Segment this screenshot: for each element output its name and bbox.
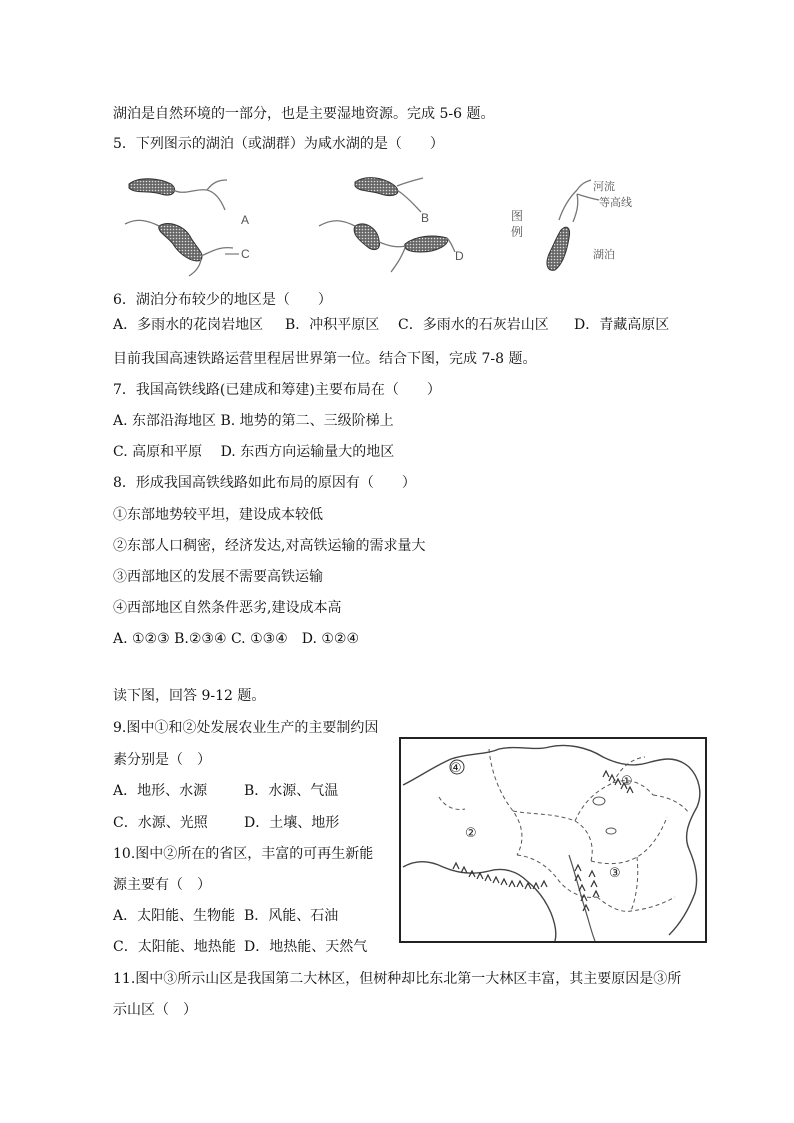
q8-options: A. ①②③ B.②③④ C. ①③④ D. ①②④	[113, 631, 359, 647]
question-6: 6．湖泊分布较少的地区是（ ）	[113, 292, 332, 308]
q6-option-c: C．多雨水的石灰岩山区	[398, 317, 549, 333]
legend-contour-line	[573, 194, 599, 222]
question-11-line-1: 11.图中③所示山区是我国第二大林区，但树种却比东北第一大林区丰富，其主要原因是③所	[113, 971, 682, 987]
statement-3: ③西部地区的发展不需要高铁运输	[113, 569, 323, 585]
lake-figure	[115, 168, 675, 278]
intro-rail: 目前我国高速铁路运营里程居世界第一位。结合下图，完成 7-8 题。	[113, 351, 537, 367]
legend-river-label: 河流	[593, 181, 615, 193]
label-d: D	[455, 249, 464, 263]
lake-shape	[354, 224, 379, 250]
question-5: 5．下列图示的湖泊（或湖群）为咸水湖的是（ ）	[113, 136, 444, 152]
river-line	[173, 180, 227, 210]
legend	[511, 179, 632, 270]
intro-map: 读下图，回答 9-12 题。	[113, 688, 266, 704]
lake-shape	[405, 236, 448, 252]
legend-title-2: 例	[511, 225, 524, 239]
statement-2: ②东部人口稠密，经济发达,对高铁运输的需求量大	[113, 538, 426, 554]
q6-option-d: D．青藏高原区	[574, 317, 670, 333]
lake-shape	[355, 178, 398, 196]
statement-4: ④西部地区自然条件恶劣,建设成本高	[113, 600, 342, 616]
q9-option-a: A．地形、水源	[113, 783, 208, 799]
legend-title-1: 图	[511, 209, 524, 223]
legend-lake-shape	[547, 227, 570, 270]
label-c: C	[241, 247, 250, 261]
question-9-line-1: 9.图中①和②处发展农业生产的主要制约因	[113, 720, 379, 736]
q7-options-ab: A. 东部沿海地区 B. 地势的第二、三级阶梯上	[113, 413, 394, 429]
legend-contour-label: 等高线	[599, 197, 632, 209]
question-10-line-2: 源主要有（ ）	[113, 877, 211, 893]
q10-option-a: A．太阳能、生物能	[113, 908, 236, 924]
legend-river-line	[559, 180, 591, 220]
lake-shape	[159, 224, 202, 261]
legend-lake-label: 湖泊	[593, 249, 615, 261]
q10-option-b: B．风能、石油	[244, 908, 339, 924]
q9-option-d: D．土壤、地形	[244, 815, 340, 831]
label-b: B	[421, 211, 430, 225]
q6-option-b: B．冲积平原区	[285, 317, 380, 333]
q10-option-d: D．地热能、天然气	[244, 939, 368, 955]
river-line	[397, 178, 423, 212]
question-10-line-1: 10.图中②所在的省区，丰富的可再生新能	[113, 846, 374, 862]
map-mark-3: ③	[609, 865, 621, 880]
region-map	[399, 737, 707, 943]
statement-1: ①东部地势较平坦，建设成本较低	[113, 507, 323, 523]
question-11-line-2: 示山区（ ）	[113, 1002, 197, 1018]
question-8: 8．形成我国高铁线路如此布局的原因有（ ）	[113, 475, 416, 491]
q10-option-c: C．太阳能、地热能	[113, 939, 236, 955]
lake-shape	[129, 179, 175, 195]
question-7: 7．我国高铁线路(已建成和筹建)主要布局在（ ）	[113, 382, 441, 398]
q9-option-c: C．水源、光照	[113, 815, 208, 831]
label-a: A	[241, 213, 250, 227]
map-mark-2: ②	[465, 825, 477, 840]
q6-option-a: A．多雨水的花岗岩地区	[113, 317, 264, 333]
q9-option-b: B．水源、气温	[244, 783, 339, 799]
q7-options-cd: C. 高原和平原 D. 东西方向运输量大的地区	[113, 444, 395, 460]
map-mark-1: ①	[621, 773, 633, 788]
map-mark-4: ④	[450, 760, 462, 775]
question-9-line-2: 素分别是（ ）	[113, 752, 211, 768]
intro-lakes: 湖泊是自然环境的一部分，也是主要湿地资源。完成 5-6 题。	[113, 106, 495, 122]
